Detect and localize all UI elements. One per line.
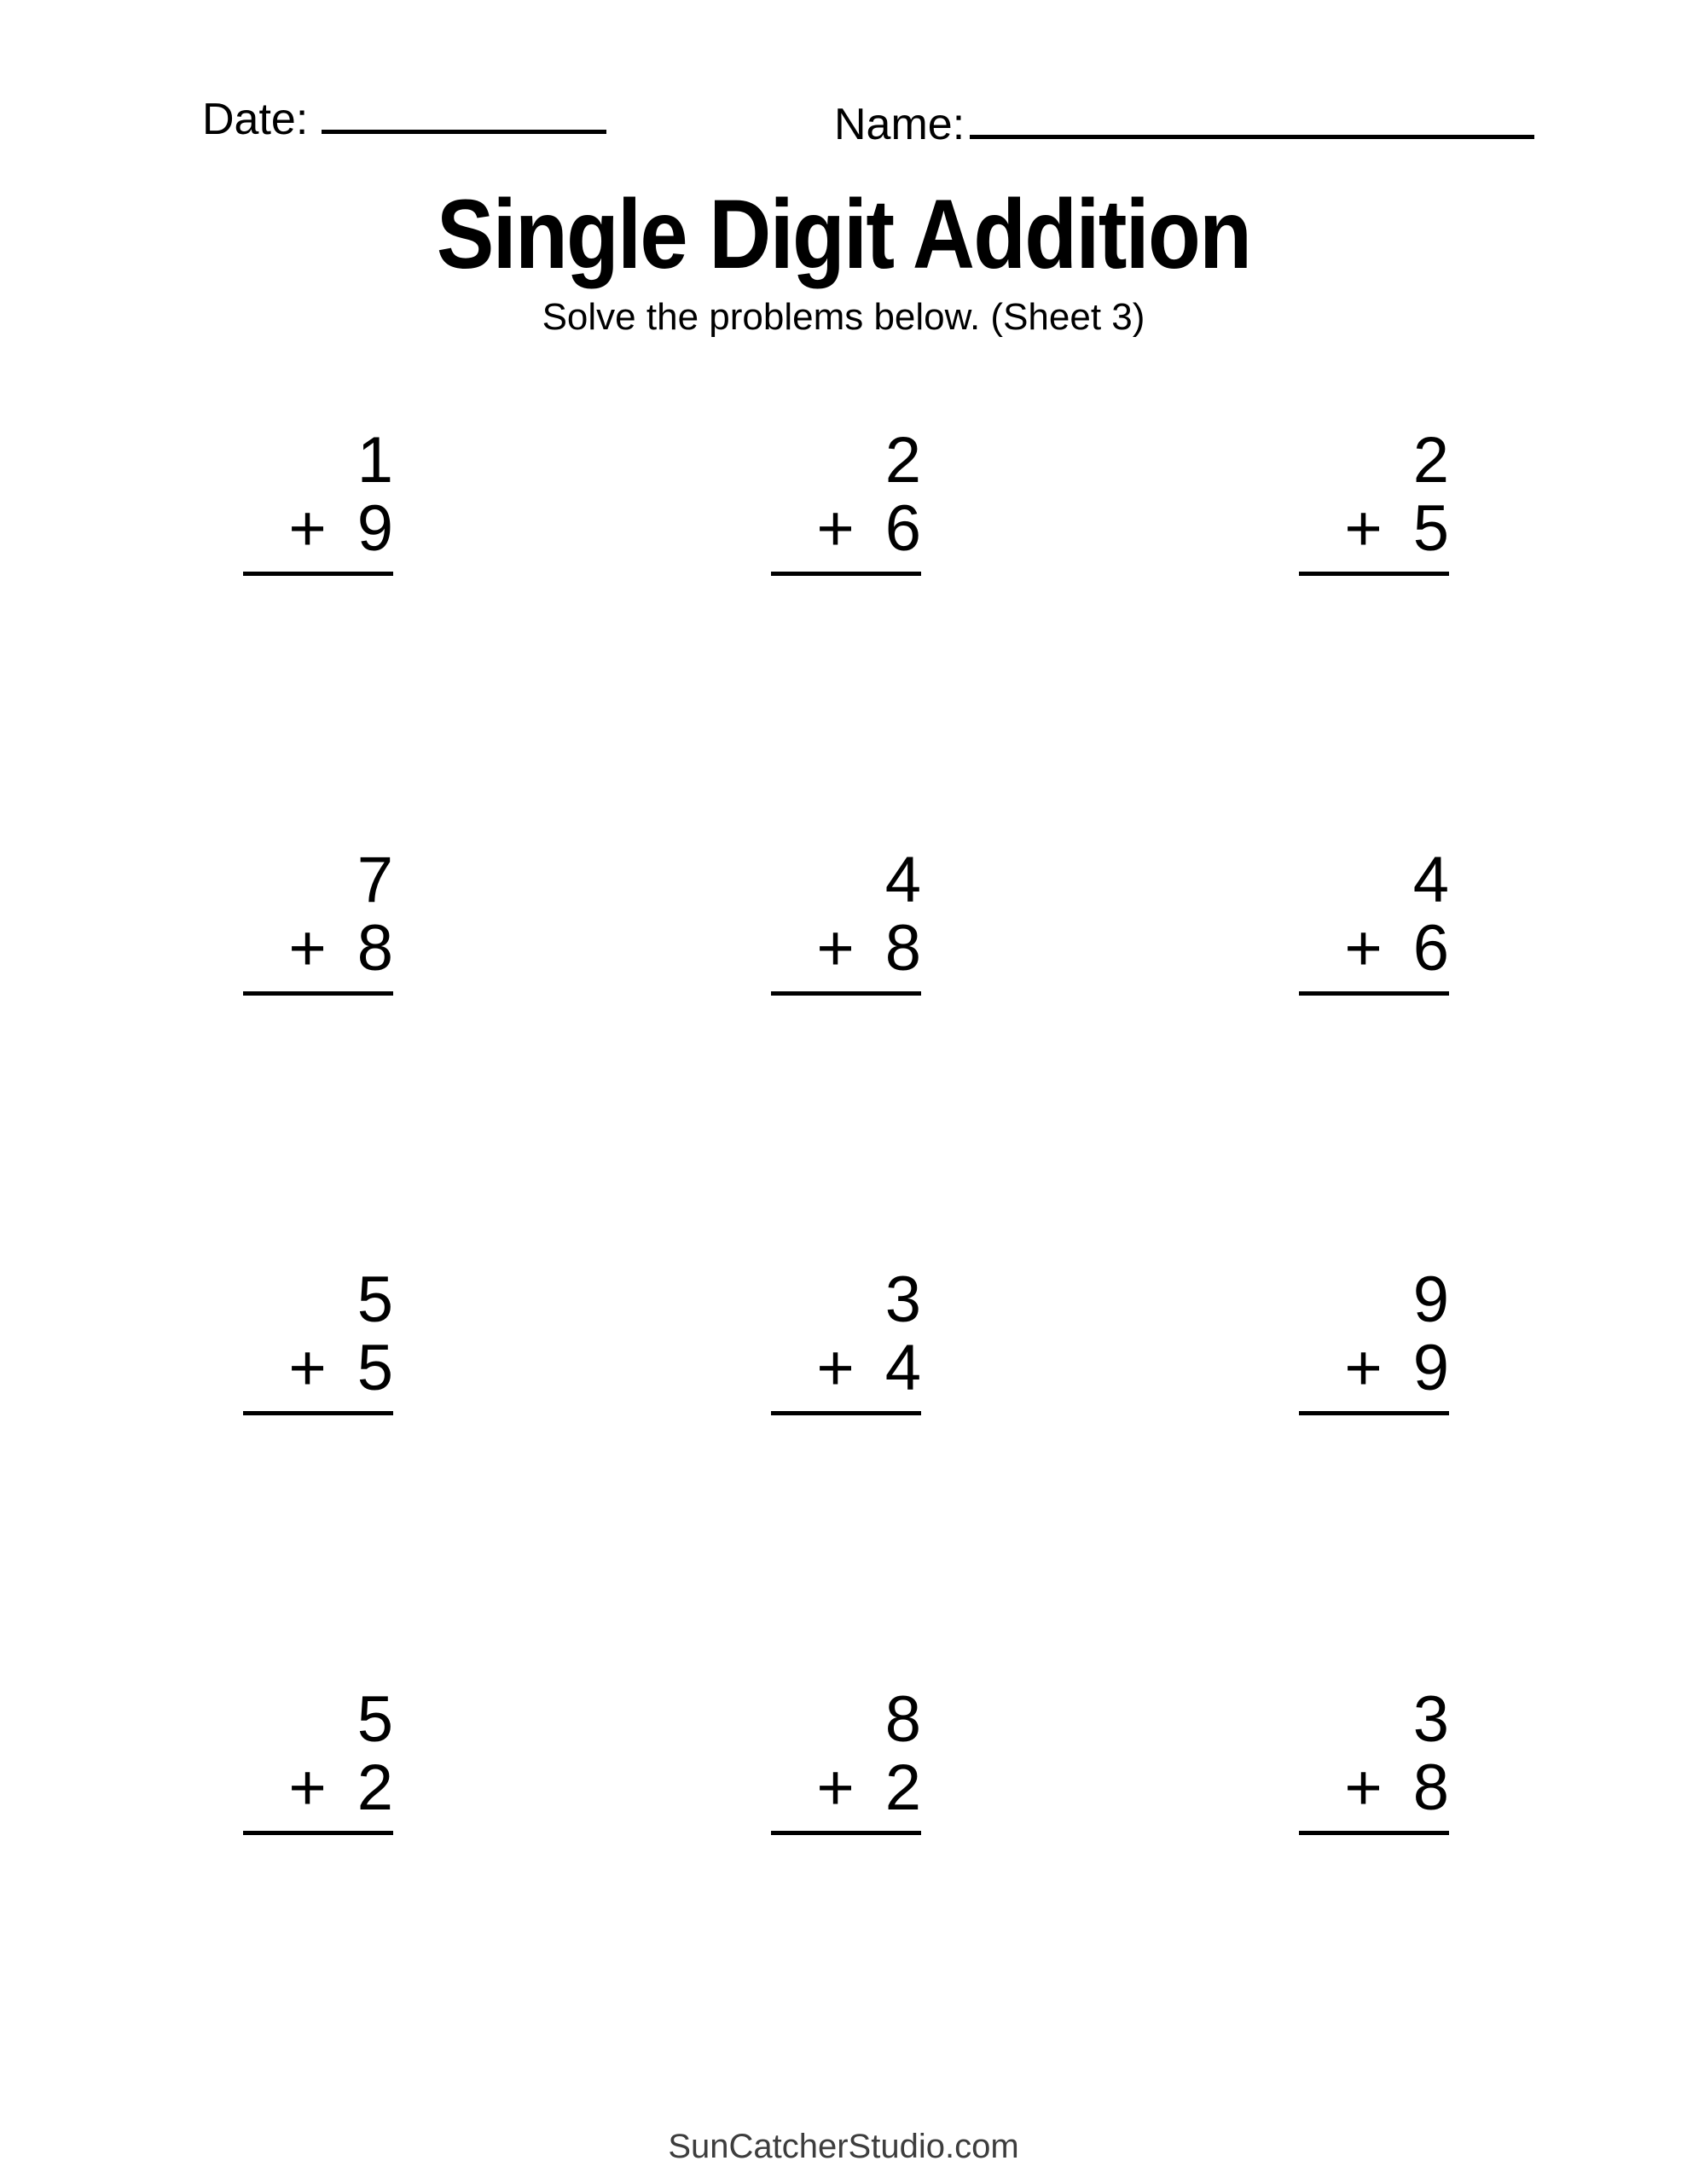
top-addend: 3 xyxy=(1412,1683,1449,1756)
top-addend: 8 xyxy=(884,1683,921,1756)
answer-line[interactable] xyxy=(243,572,393,576)
plus-operator: + xyxy=(816,1332,855,1404)
top-addend: 4 xyxy=(884,844,921,916)
bottom-addend: 8 xyxy=(884,912,921,985)
website-credit: SunCatcherStudio.com xyxy=(668,2128,1019,2165)
addition-problem xyxy=(243,1683,393,1835)
worksheet-subtitle: Solve the problems below. (Sheet 3) xyxy=(542,296,1145,338)
top-addend: 5 xyxy=(357,1263,393,1336)
top-addend: 5 xyxy=(357,1683,393,1756)
answer-line[interactable] xyxy=(771,1411,921,1415)
addition-problem xyxy=(771,424,921,576)
plus-operator: + xyxy=(288,1332,327,1404)
top-addend: 9 xyxy=(1412,1263,1449,1336)
plus-operator: + xyxy=(1344,1751,1383,1824)
bottom-addend: 9 xyxy=(1412,1332,1449,1404)
addition-problem xyxy=(243,846,393,996)
plus-operator: + xyxy=(288,1751,327,1824)
addition-problem xyxy=(771,1683,921,1835)
addition-problem xyxy=(243,424,393,576)
addition-problem xyxy=(771,846,921,996)
addition-problem xyxy=(1299,846,1449,996)
bottom-addend: 2 xyxy=(884,1751,921,1824)
bottom-addend: 8 xyxy=(357,912,393,985)
answer-line[interactable] xyxy=(771,572,921,576)
answer-line[interactable] xyxy=(243,1411,393,1415)
answer-line[interactable] xyxy=(1299,1831,1449,1835)
bottom-addend: 4 xyxy=(884,1332,921,1404)
top-addend: 1 xyxy=(357,424,393,497)
date-field xyxy=(202,96,606,144)
addition-problem xyxy=(1299,424,1449,576)
answer-line[interactable] xyxy=(1299,991,1449,996)
bottom-addend: 6 xyxy=(1412,912,1449,985)
bottom-addend: 9 xyxy=(357,492,393,565)
name-label: Name: xyxy=(834,100,965,149)
name-blank-line[interactable] xyxy=(970,134,1534,139)
bottom-addend: 5 xyxy=(1412,492,1449,565)
addition-problem xyxy=(1299,1263,1449,1415)
top-addend: 4 xyxy=(1412,844,1449,916)
addition-problem xyxy=(771,1263,921,1415)
bottom-addend: 8 xyxy=(1412,1751,1449,1824)
answer-line[interactable] xyxy=(771,991,921,996)
top-addend: 2 xyxy=(1412,424,1449,497)
plus-operator: + xyxy=(816,912,855,985)
date-label: Date: xyxy=(202,95,309,144)
worksheet-title: Single Digit Addition xyxy=(436,180,1251,289)
plus-operator: + xyxy=(816,1751,855,1824)
plus-operator: + xyxy=(1344,912,1383,985)
answer-line[interactable] xyxy=(243,1831,393,1835)
answer-line[interactable] xyxy=(243,991,393,996)
problems-grid xyxy=(243,424,1449,1835)
plus-operator: + xyxy=(1344,1332,1383,1404)
plus-operator: + xyxy=(288,492,327,565)
plus-operator: + xyxy=(288,912,327,985)
date-blank-line[interactable] xyxy=(322,129,606,134)
answer-line[interactable] xyxy=(1299,1411,1449,1415)
addition-problem xyxy=(1299,1683,1449,1835)
bottom-addend: 6 xyxy=(884,492,921,565)
bottom-addend: 2 xyxy=(357,1751,393,1824)
addition-problem xyxy=(243,1263,393,1415)
plus-operator: + xyxy=(816,492,855,565)
answer-line[interactable] xyxy=(1299,572,1449,576)
bottom-addend: 5 xyxy=(357,1332,393,1404)
answer-line[interactable] xyxy=(771,1831,921,1835)
name-field xyxy=(834,101,1534,149)
plus-operator: + xyxy=(1344,492,1383,565)
top-addend: 2 xyxy=(884,424,921,497)
top-addend: 3 xyxy=(884,1263,921,1336)
top-addend: 7 xyxy=(357,844,393,916)
